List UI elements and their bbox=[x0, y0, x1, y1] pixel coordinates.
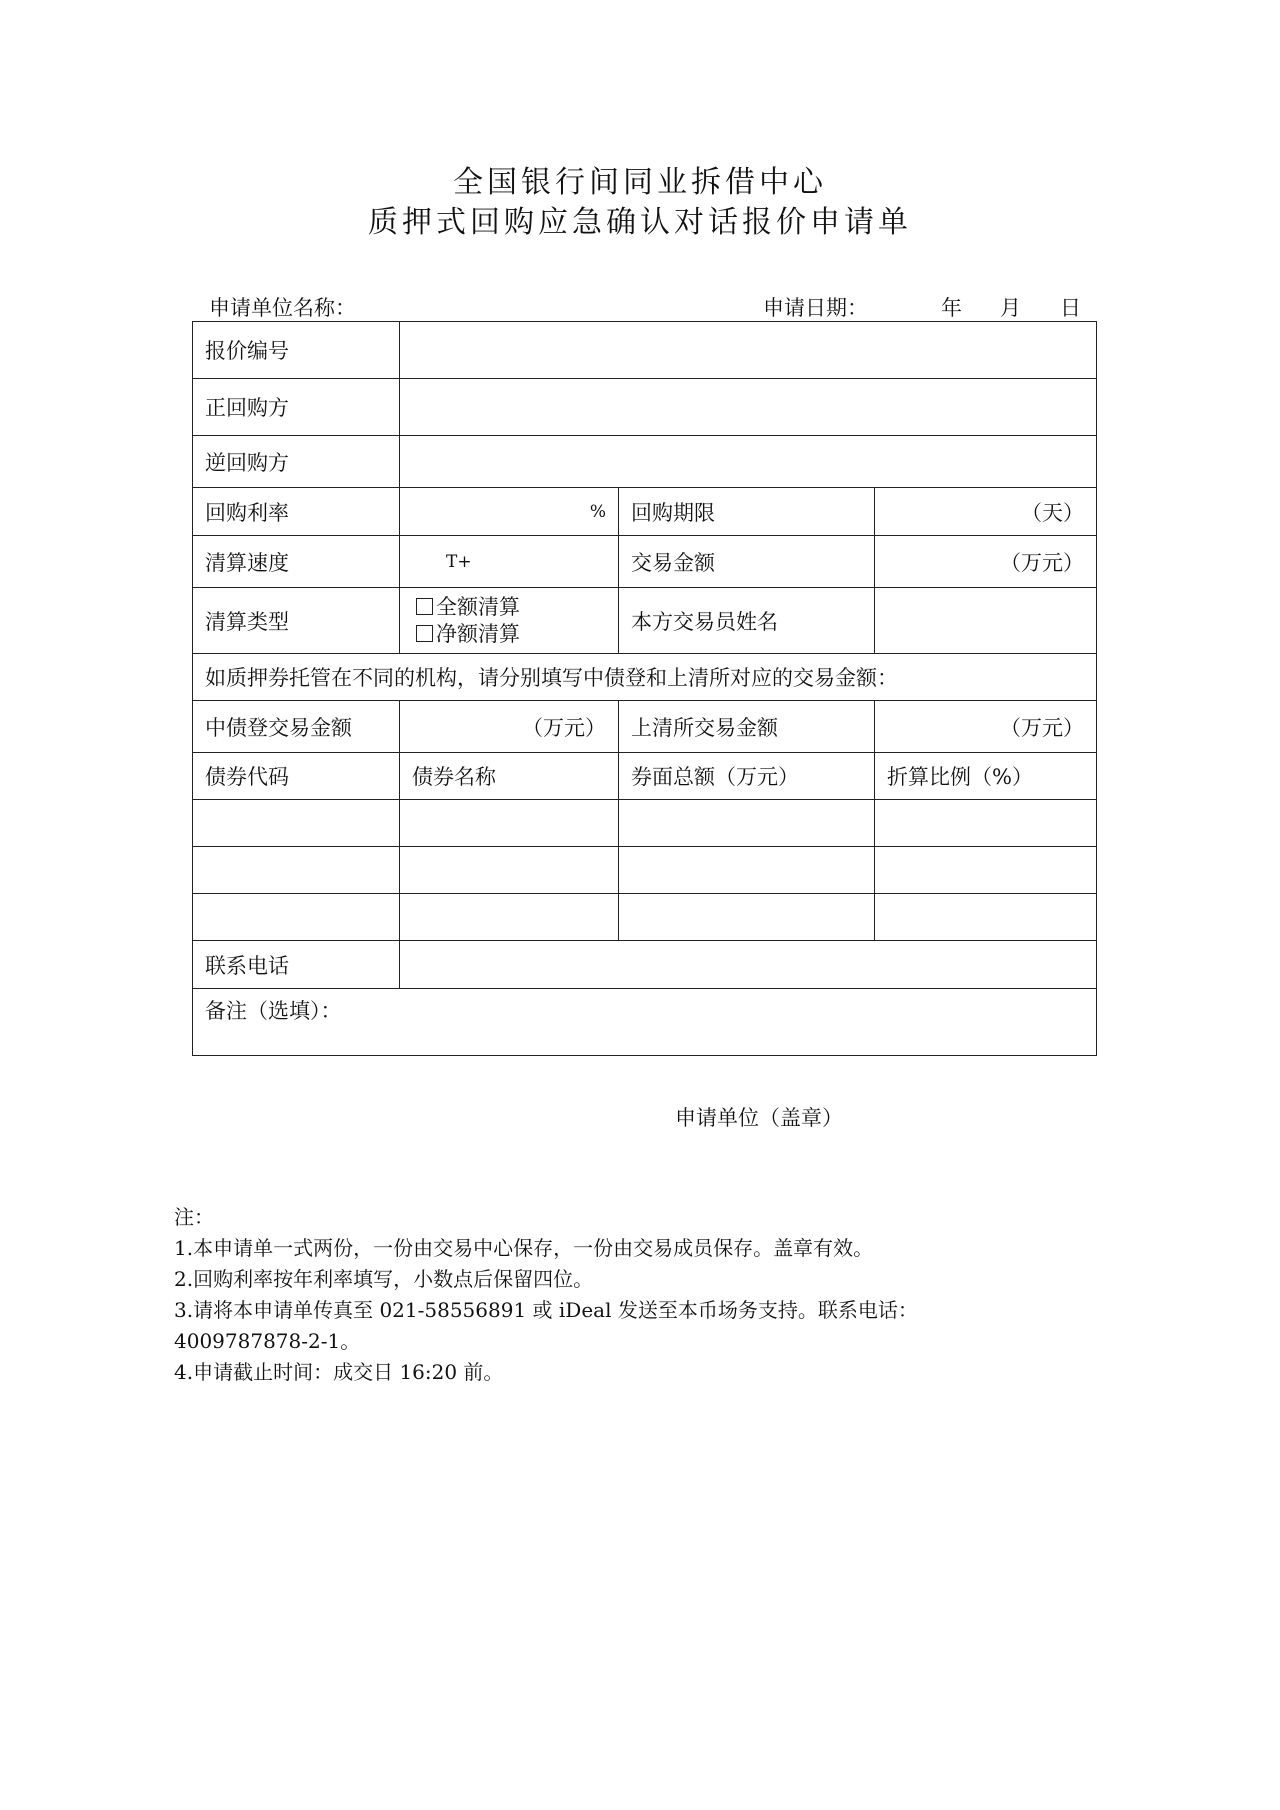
settle-speed-field[interactable]: T+ bbox=[400, 536, 619, 588]
shch-amount-label: 上清所交易金额 bbox=[619, 701, 875, 753]
haircut-cell[interactable] bbox=[875, 800, 1097, 847]
phone-field[interactable] bbox=[400, 941, 1097, 989]
buyer-label: 正回购方 bbox=[193, 379, 400, 436]
bond-code-cell[interactable] bbox=[193, 847, 400, 894]
custody-note: 如质押券托管在不同的机构，请分别填写中债登和上清所对应的交易金额： bbox=[193, 654, 1097, 701]
checkbox-icon[interactable] bbox=[416, 598, 433, 615]
month-label: 月 bbox=[1000, 296, 1021, 320]
settle-speed-label: 清算速度 bbox=[193, 536, 400, 588]
bond-code-header: 债券代码 bbox=[193, 753, 400, 800]
rate-label: 回购利率 bbox=[193, 488, 400, 536]
note-4: 4.申请截止时间：成交日 16:20 前。 bbox=[174, 1360, 504, 1384]
settle-full-option[interactable] bbox=[416, 594, 606, 621]
phone-label: 联系电话 bbox=[193, 941, 400, 989]
application-form-table bbox=[192, 321, 1097, 1056]
face-total-cell[interactable] bbox=[619, 800, 875, 847]
date-label: 申请日期： bbox=[763, 296, 868, 320]
remarks-field[interactable] bbox=[193, 989, 1097, 1056]
term-field[interactable]: （天） bbox=[875, 488, 1097, 536]
settle-type-options bbox=[400, 588, 619, 654]
shch-amount-field[interactable]: （万元） bbox=[875, 701, 1097, 753]
haircut-cell[interactable] bbox=[875, 894, 1097, 941]
day-label: 日 bbox=[1060, 296, 1081, 320]
trader-field[interactable] bbox=[875, 588, 1097, 654]
quote-no-label: 报价编号 bbox=[193, 322, 400, 379]
seller-label: 逆回购方 bbox=[193, 436, 400, 488]
title-line-2: 质押式回购应急确认对话报价申请单 bbox=[368, 205, 912, 240]
notes-section bbox=[174, 1202, 1094, 1388]
stamp-label: 申请单位（盖章） bbox=[675, 1106, 843, 1130]
settle-full-text: 全额清算 bbox=[436, 594, 520, 619]
bond-row bbox=[193, 894, 1097, 941]
note-3-cont: 4009787878-2-1。 bbox=[174, 1329, 361, 1353]
face-total-cell[interactable] bbox=[619, 894, 875, 941]
face-total-header: 券面总额（万元） bbox=[619, 753, 875, 800]
remarks-label: 备注（选填）： bbox=[205, 999, 342, 1023]
note-3: 3.请将本申请单传真至 021-58556891 或 iDeal 发送至本币场务支持。联系电话： bbox=[174, 1298, 918, 1322]
bond-code-cell[interactable] bbox=[193, 894, 400, 941]
trader-label: 本方交易员姓名 bbox=[619, 588, 875, 654]
bond-row bbox=[193, 800, 1097, 847]
ccdc-amount-label: 中债登交易金额 bbox=[193, 701, 400, 753]
title-line-1: 全国银行间同业拆借中心 bbox=[453, 165, 827, 200]
bond-name-cell[interactable] bbox=[400, 800, 619, 847]
haircut-cell[interactable] bbox=[875, 847, 1097, 894]
ccdc-amount-field[interactable]: （万元） bbox=[400, 701, 619, 753]
settle-net-text: 净额清算 bbox=[436, 621, 520, 646]
bond-name-cell[interactable] bbox=[400, 894, 619, 941]
checkbox-icon[interactable] bbox=[416, 625, 433, 642]
org-name-label: 申请单位名称： bbox=[209, 296, 356, 320]
quote-no-field[interactable] bbox=[400, 322, 1097, 379]
bond-row bbox=[193, 847, 1097, 894]
bond-name-header: 债券名称 bbox=[400, 753, 619, 800]
notes-heading: 注： bbox=[174, 1205, 214, 1229]
bond-code-cell[interactable] bbox=[193, 800, 400, 847]
buyer-field[interactable] bbox=[400, 379, 1097, 436]
bond-name-cell[interactable] bbox=[400, 847, 619, 894]
amount-field[interactable]: （万元） bbox=[875, 536, 1097, 588]
note-1: 1.本申请单一式两份，一份由交易中心保存，一份由交易成员保存。盖章有效。 bbox=[174, 1236, 874, 1260]
seller-field[interactable] bbox=[400, 436, 1097, 488]
rate-field[interactable]: % bbox=[400, 488, 619, 536]
amount-label: 交易金额 bbox=[619, 536, 875, 588]
note-2: 2.回购利率按年利率填写，小数点后保留四位。 bbox=[174, 1267, 594, 1291]
settle-type-label: 清算类型 bbox=[193, 588, 400, 654]
term-label: 回购期限 bbox=[619, 488, 875, 536]
haircut-header: 折算比例（%） bbox=[875, 753, 1097, 800]
settle-net-option[interactable] bbox=[416, 621, 606, 648]
face-total-cell[interactable] bbox=[619, 847, 875, 894]
year-label: 年 bbox=[941, 296, 962, 320]
